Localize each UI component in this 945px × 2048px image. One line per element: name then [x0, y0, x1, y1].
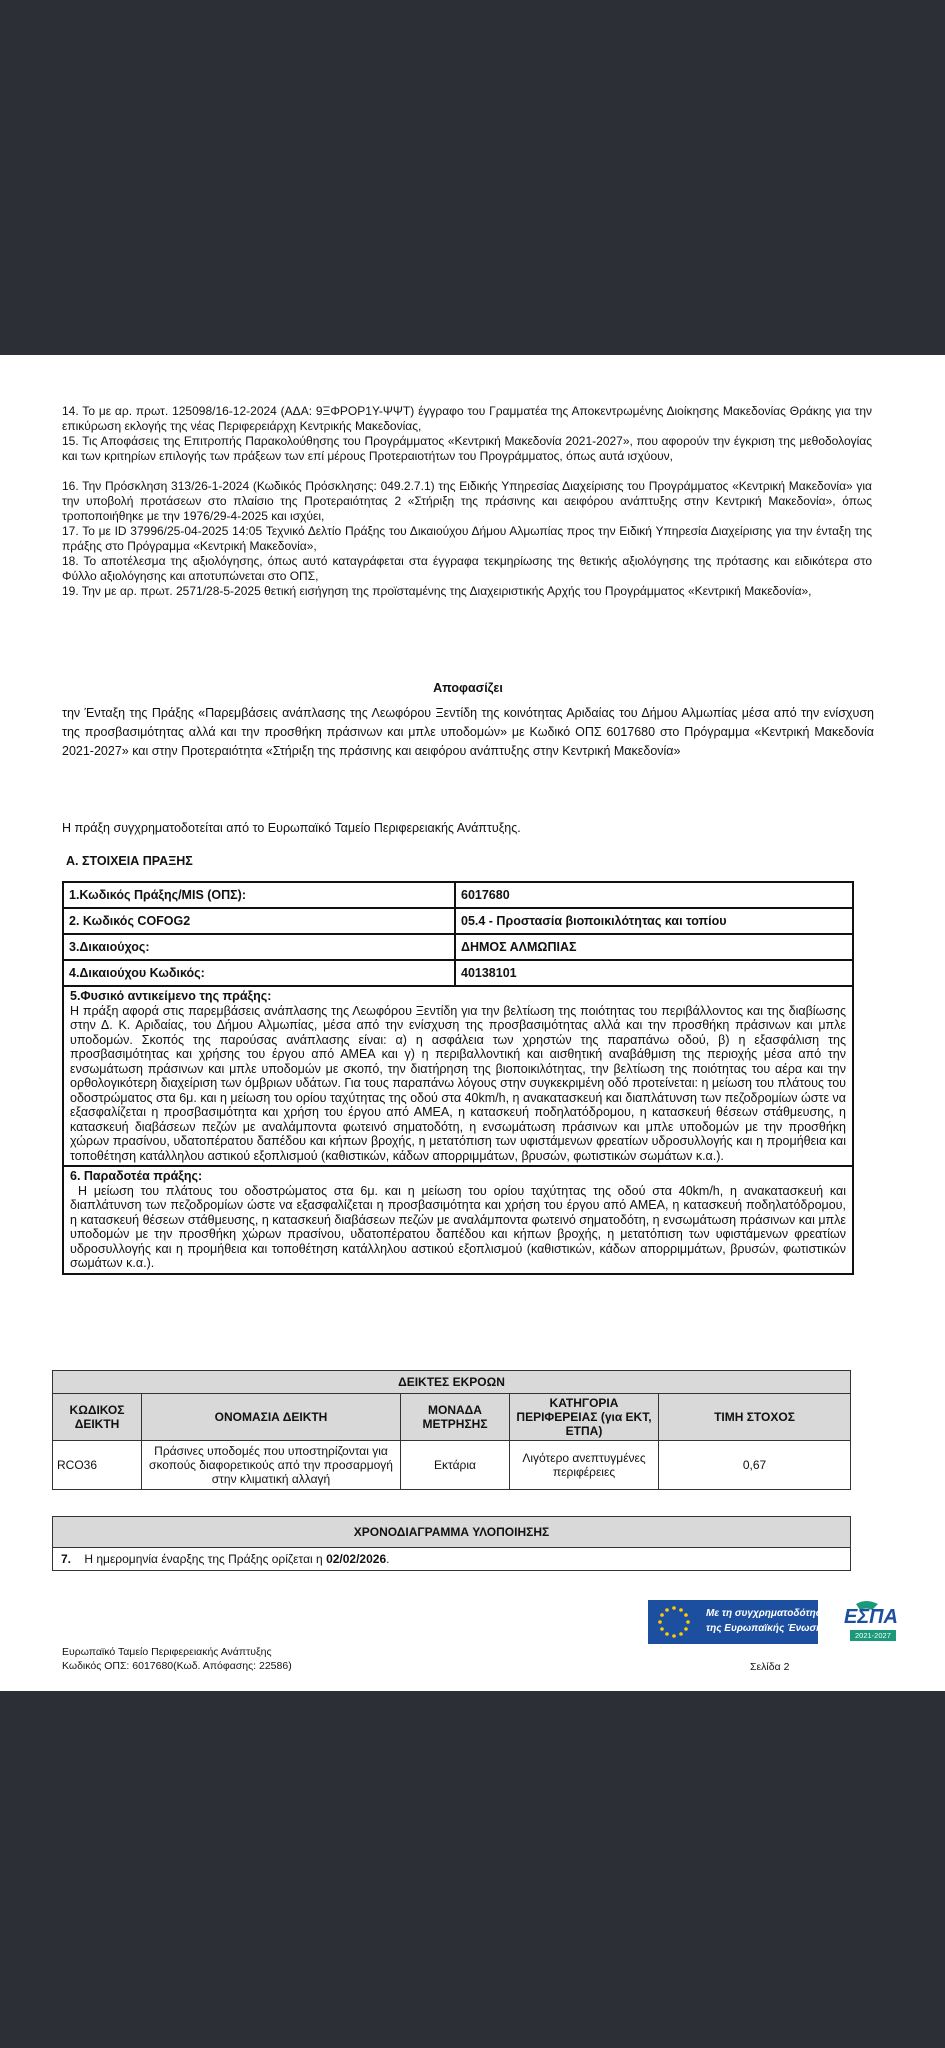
footer-info: Ευρωπαϊκό Ταμείο Περιφερειακής Ανάπτυξης Κωδικός ΟΠΣ: 6017680(Κωδ. Απόφασης: 22586) [62, 1646, 292, 1672]
table-row [53, 1441, 851, 1490]
header-category: ΚΑΤΗΓΟΡΙΑ ΠΕΡΙΦΕΡΕΙΑΣ (για ΕΚΤ, ΕΤΠΑ) [510, 1394, 659, 1441]
indicators-title: ΔΕΙΚΤΕΣ ΕΚΡΟΩΝ [53, 1371, 851, 1394]
indicator-code: RCO36 [53, 1441, 142, 1490]
consideration-17: 17. Το με ID 37996/25-04-2025 14:05 Τεχνικό Δελτίο Πράξης του Δικαιούχου Δήμου Αλμωπίας προς την Ειδική Υπηρεσία Διαχείρισης για την ένταξη της πράξης στο Πρόγραμμα «Κεντρική Μακεδονία», [62, 524, 872, 553]
header-name: ΟΝΟΜΑΣΙΑ ΔΕΙΚΤΗ [142, 1394, 401, 1441]
consideration-19: 19. Την με αρ. πρωτ. 2571/28-5-2025 θετική εισήγηση της προϊσταμένης της Διαχειριστικής Αρχής του Προγράμματος «Κεντρική Μακεδονία», [62, 584, 812, 598]
indicator-unit: Εκτάρια [401, 1441, 510, 1490]
schedule-table [52, 1516, 851, 1571]
row-label: 2. Κωδικός COFOG2 [63, 908, 455, 934]
schedule-title: ΧΡΟΝΟΔΙΑΓΡΑΜΜΑ ΥΛΟΠΟΙΗΣΗΣ [53, 1517, 851, 1548]
espa-logo-text: ΕΣΠΑ [844, 1606, 898, 1628]
indicator-category: Λιγότερο ανεπτυγμένες περιφέρειες [510, 1441, 659, 1490]
deliverables-cell [63, 1166, 853, 1274]
consideration-16: 16. Την Πρόσκληση 313/26-1-2024 (Κωδικός Πρόσκλησης: 049.2.7.1) της Ειδικής Υπηρεσίας Διαχείρισης του Προγράμματος «Κεντρική Μακεδονία» για την υποβολή προτάσεων στο πλαίσιο της Προτεραιότητας 2 «Στήριξη της πράσινης και αειφόρου ανάπτυξης στην Κεντρική Μακεδονία», όπως τροποποιήθηκε με την 1976/29-4-2025 και ισχύει, [62, 479, 872, 523]
schedule-text: Η ημερομηνία έναρξης της Πράξης ορίζεται η [84, 1552, 323, 1566]
physical-object-text: Η πράξη αφορά στις παρεμβάσεις ανάπλασης της Λεωφόρου Ξεντίδη για την βελτίωση της ποιότητας του περιβάλλοντος και της διαβίωσης στην Δ. Κ. Αριδαίας, του Δήμου Αλμωπίας, μέσα από την ενίσχυση της προσβασιμότητας αλλά και την προσθήκη πράσινων και μπλε υποδομών. Σκοπός της παρούσας ανάπλασης είναι: α) η ασφάλεια των χρηστών της παραπάνω οδού, β) η εξασφάλιση της προσβασιμότητας και χρήσης του έργου από ΑΜΕΑ και γ) η περιβαλλοντική και αισθητική αναβάθμιση της περιοχής μέσα από την ενσωμάτωση πράσινων και μπλε υποδομών με σκοπό, την διατήρηση της βιοποικιλότητας, την βελτίωση της ποιότητας του αέρα και την ορθολογικότερη διαχείριση των όμβριων υδάτων. Για τους παραπάνω λόγους στην συγκεκριμένη οδό προτείνεται: η μείωση του πλάτους του οδοστρώματος στα 6μ. και η μείωση του ορίου ταχύτητας της οδού στα 40km/h, η ανακατασκευή και διαπλάτυνση των πεζοδρομίων ώστε να εξασφαλίζεται η προσβασιμότητα και χρήση του έργου από ΑΜΕΑ, η κατασκευή ποδηλατόδρομου, η κατασκευή θέσεων στάθμευσης, η κατασκευή διαβάσεων πεζών με αναλάμποντα φωτεινό σηματοδότη, η ενσωμάτωση πράσινων και μπλε υποδομών με την προσθήκη χώρων πρασίνου, υδατοπέρατου δαπέδου και κήπων βροχής, η μετατόπιση των υφιστάμενων φρεατίων υδροσυλλογής και η προμήθεια και τοποθέτηση κατάλληλου αστικού εξοπλισμού (καθιστικών, κάδων απορριμμάτων, βρυσών, φωτιστικών σωμάτων κ.α.). [70, 1003, 846, 1163]
indicators-table [52, 1370, 851, 1490]
row-label: 4.Δικαιούχου Κωδικός: [63, 960, 455, 986]
decision-text: την Ένταξη της Πράξης «Παρεμβάσεις ανάπλασης της Λεωφόρου Ξεντίδη της κοινότητας Αριδαίας του Δήμου Αλμωπίας μέσα από την ενίσχυση της προσβασιμότητας αλλά και την προσθήκη πράσινων και μπλε υποδομών» με Κωδικό ΟΠΣ 6017680 στο Πρόγραμμα «Κεντρική Μακεδονία 2021-2027» και στην Προτεραιότητα «Στήριξη της πράσινης και αειφόρου ανάπτυξης στην Κεντρική Μακεδονία» [62, 706, 874, 758]
physical-object-title: 5.Φυσικό αντικείμενο της πράξης: [70, 989, 272, 1003]
row-label: 1.Κωδικός Πράξης/MIS (ΟΠΣ): [63, 882, 455, 908]
indicator-name: Πράσινες υποδομές που υποστηρίζονται για σκοπούς διαφορετικούς από την προσαρμογή στην κλιματική αλλαγή [142, 1441, 401, 1490]
consideration-15: 15. Τις Αποφάσεις της Επιτροπής Παρακολούθησης του Προγράμματος «Κεντρική Μακεδονία 2021-2027», που αφορούν την έγκριση της μεθοδολογίας και των κριτηρίων επιλογής των πράξεων των επί μέρους Προτεραιοτήτων του Προγράμματος, όπως αυτά ισχύουν, [62, 434, 872, 463]
table-row [63, 934, 853, 960]
schedule-row [53, 1548, 851, 1571]
table-row [63, 1166, 853, 1274]
row-label: 3.Δικαιούχος: [63, 934, 455, 960]
table-row [63, 986, 853, 1166]
table-row [63, 960, 853, 986]
header-unit: ΜΟΝΑΔΑ ΜΕΤΡΗΣΗΣ [401, 1394, 510, 1441]
row-value: 40138101 [455, 960, 853, 986]
table-row [63, 882, 853, 908]
cofinance-logo [648, 1598, 910, 1650]
table-row [63, 908, 853, 934]
deliverables-title: 6. Παραδοτέα πράξης: [70, 1169, 203, 1183]
document-page [0, 355, 945, 1691]
deliverables-text: Η μείωση του πλάτους του οδοστρώματος στα 6μ. και η μείωση του ορίου ταχύτητας της οδού στα 40km/h, η ανακατασκευή και διαπλάτυνση των πεζοδρομίων ώστε να εξασφαλίζεται η προσβασιμότητα και χρήση του έργου από ΑΜΕΑ, η κατασκευή ποδηλατόδρομου, η κατασκευή θέσεων στάθμευσης, η κατασκευή διαβάσεων πεζών με αναλάμποντα φωτεινό σηματοδότη, η ενσωμάτωση πράσινων και μπλε υποδομών με την προσθήκη χώρων πρασίνου, υδατοπέρατου δαπέδου και κήπων βροχής, η μετατόπιση των υφιστάμενων φρεατίων υδροσυλλογής και η προμήθεια και τοποθέτηση κατάλληλου αστικού εξοπλισμού (καθιστικών, κάδων απορριμμάτων, βρυσών, φωτιστικών σωμάτων κ.α.). [70, 1183, 846, 1270]
decision-heading: Αποφασίζει [433, 681, 503, 695]
header-target: ΤΙΜΗ ΣΤΟΧΟΣ [659, 1394, 851, 1441]
schedule-end: . [386, 1552, 390, 1566]
schedule-date: 02/02/2026 [326, 1552, 387, 1566]
indicator-target: 0,67 [659, 1441, 851, 1490]
consideration-14: 14. Το με αρ. πρωτ. 125098/16-12-2024 (ΑΔΑ: 9ΞΦΡΟΡ1Υ-ΨΨΤ) έγγραφο του Γραμματέα της Αποκεντρωμένης Διοίκησης Μακεδονίας Θράκης για την επικύρωση εκλογής της νέας Περιφερειάρχη Κεντρικής Μακεδονίας, [62, 404, 872, 433]
schedule-number: 7. [61, 1552, 72, 1566]
row-value: 6017680 [455, 882, 853, 908]
page-number: Σελίδα 2 [750, 1661, 790, 1673]
espa-years: 2021-2027 [850, 1630, 896, 1641]
consideration-18: 18. Το αποτέλεσμα της αξιολόγησης, όπως αυτό καταγράφεται στα έγγραφα τεκμηρίωσης της θετικής αξιολόγησης της πρότασης και ειδικότερα στο Φύλλο αξιολόγησης και αποτυπώνεται στο ΟΠΣ, [62, 554, 872, 583]
section-a-title: Α. ΣΤΟΙΧΕΙΑ ΠΡΑΞΗΣ [66, 854, 193, 868]
row-value: ΔΗΜΟΣ ΑΛΜΩΠΙΑΣ [455, 934, 853, 960]
row-value: 05.4 - Προστασία βιοποικιλότητας και τοπίου [455, 908, 853, 934]
physical-object-cell [63, 986, 853, 1166]
header-code: ΚΩΔΙΚΟΣ ΔΕΙΚΤΗ [53, 1394, 142, 1441]
cofinance-text: Η πράξη συγχρηματοδοτείται από το Ευρωπαϊκό Ταμείο Περιφερειακής Ανάπτυξης. [62, 821, 521, 835]
section-a-table [62, 881, 854, 1275]
cofinance-logo-text: Με τη συγχρηματοδότηση της Ευρωπαϊκής Ένωσης [706, 1608, 829, 1634]
